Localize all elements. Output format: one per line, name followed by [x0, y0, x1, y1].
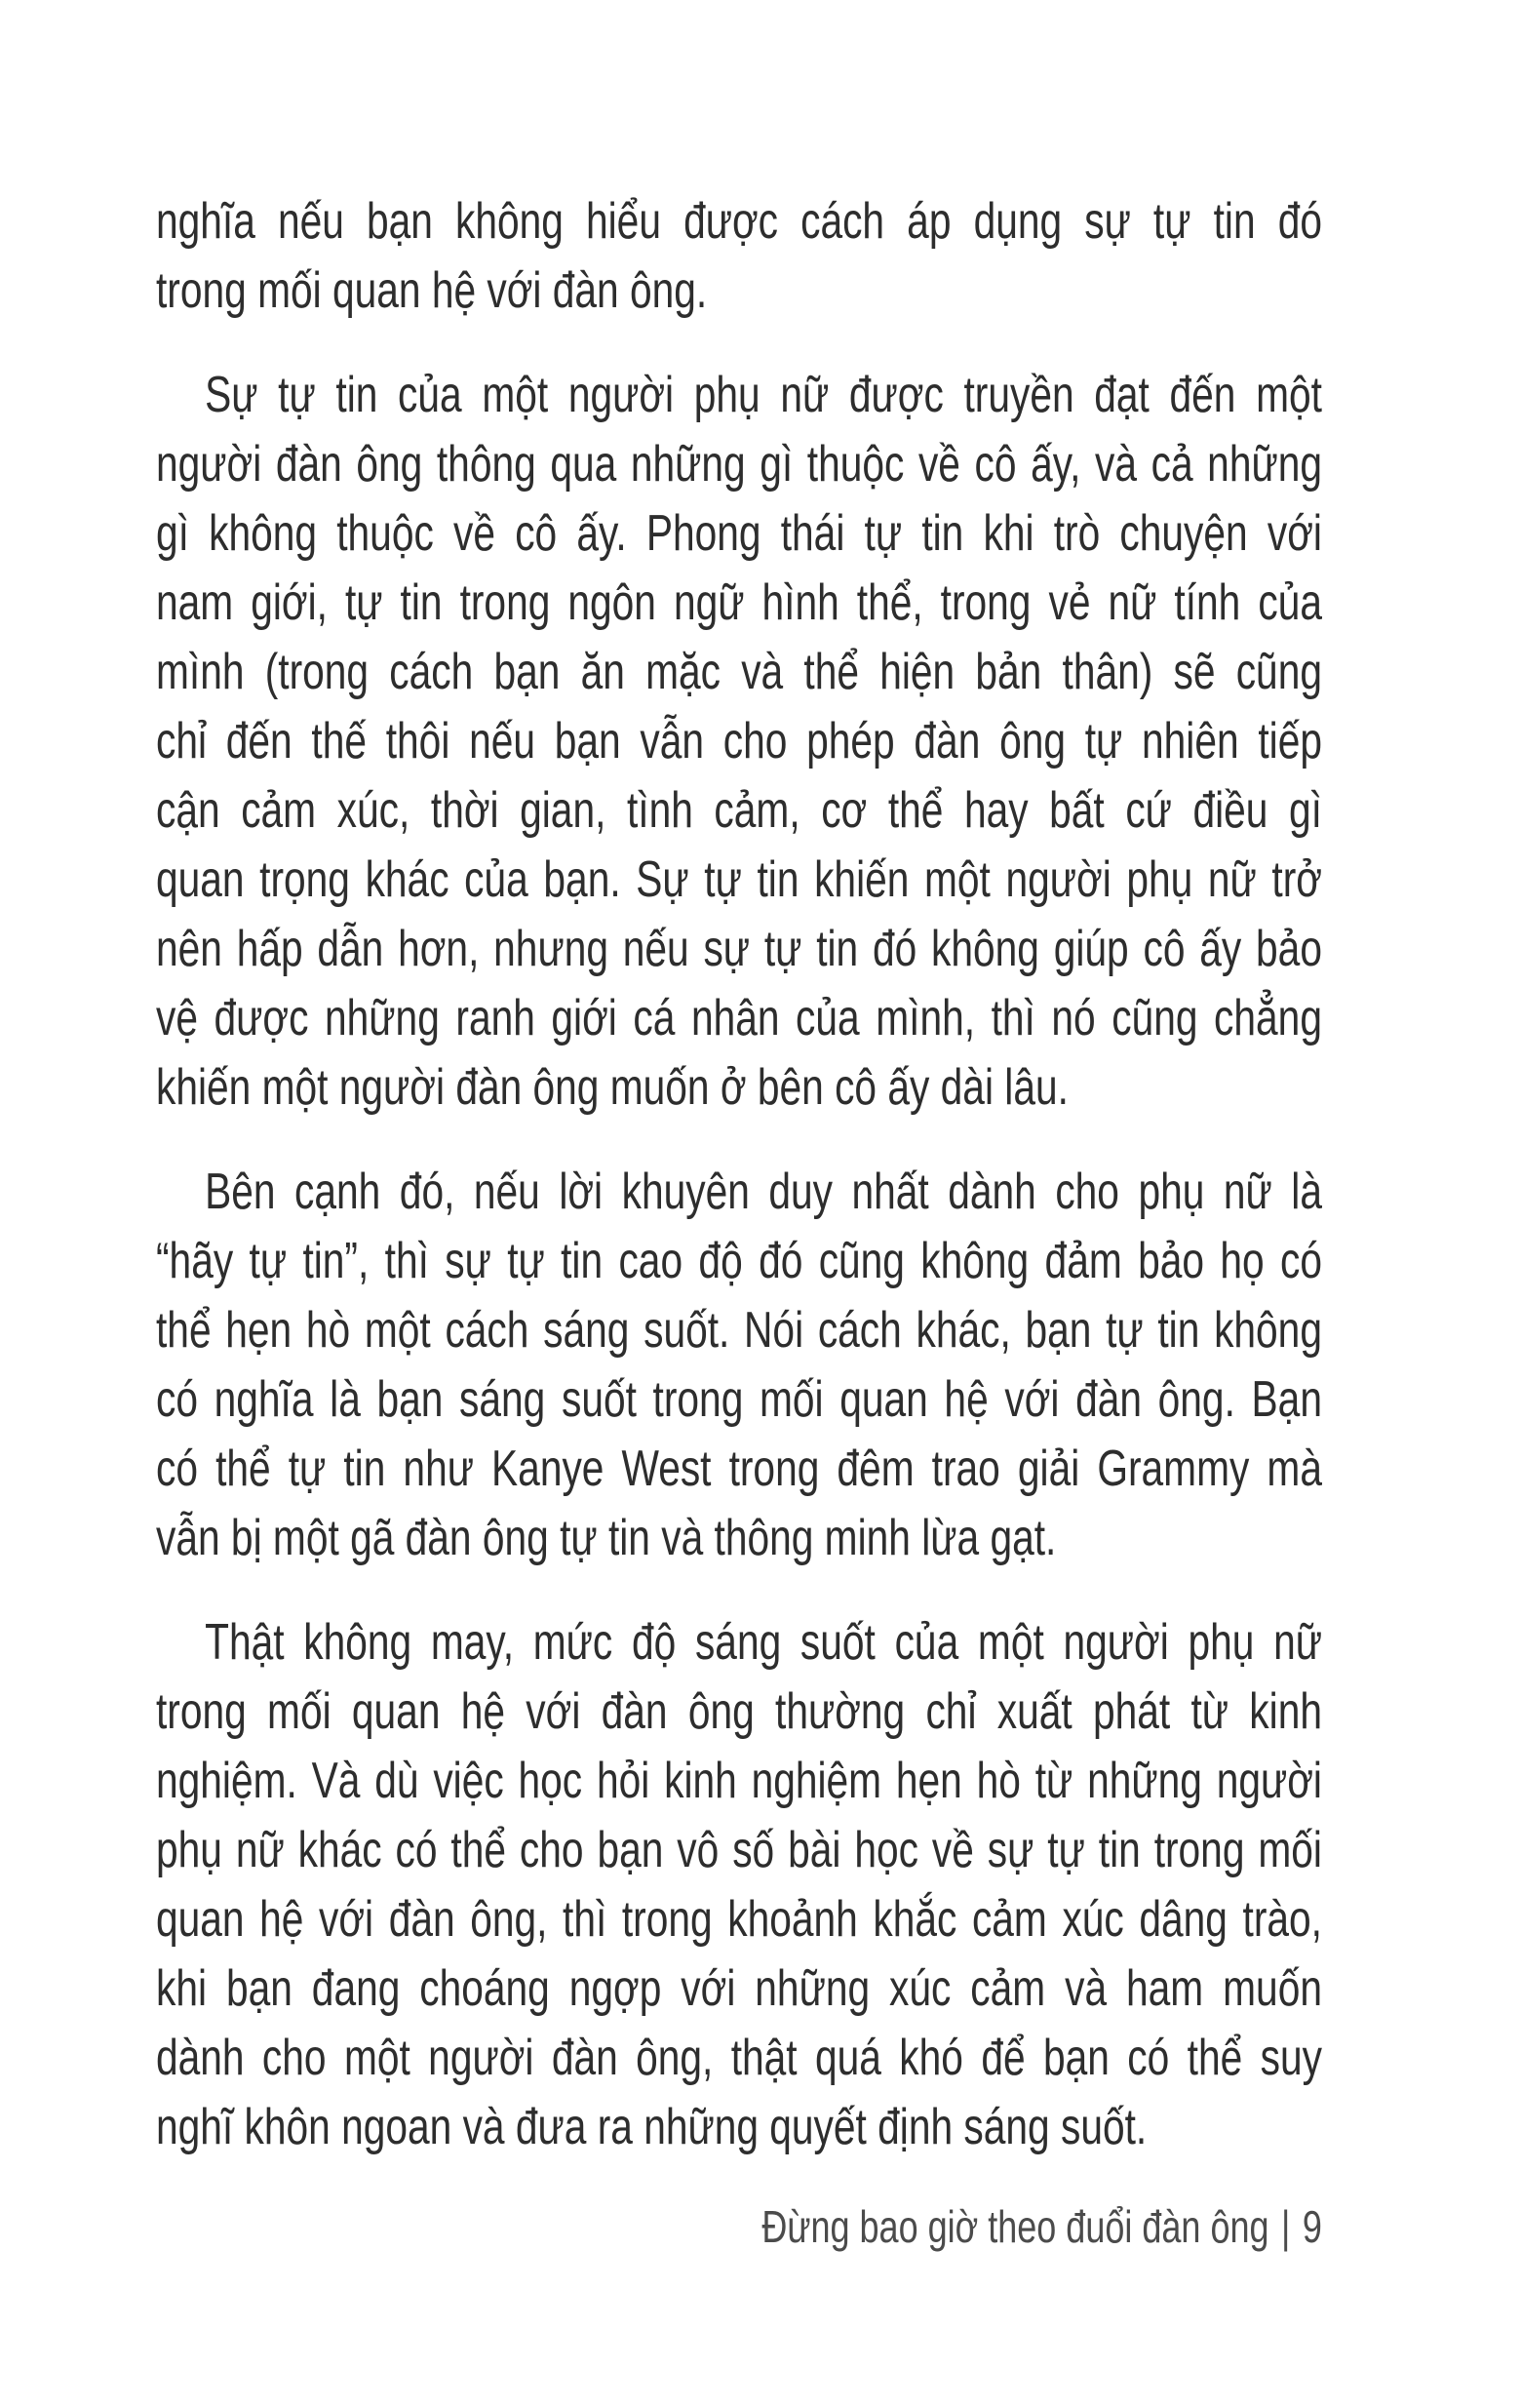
text-line: gì không thuộc về cô ấy. Phong thái tự tin khi trò chuyện với [156, 505, 1322, 562]
text-line: vệ được những ranh giới cá nhân của mình, thì nó cũng chẳng [156, 990, 1322, 1046]
text-line: quan hệ với đàn ông, thì trong khoảnh khắc cảm xúc dâng trào, [156, 1891, 1322, 1948]
footer-separator: | [1281, 2201, 1291, 2252]
text-line: thể hẹn hò một cách sáng suốt. Nói cách khác, bạn tự tin không [156, 1302, 1322, 1359]
text-line: “hãy tự tin”, thì sự tự tin cao độ đó cũng không đảm bảo họ có [156, 1233, 1322, 1289]
text-line: nghĩ khôn ngoan và đưa ra những quyết định sáng suốt. [156, 2099, 1148, 2155]
text-line: có nghĩa là bạn sáng suốt trong mối quan hệ với đàn ông. Bạn [156, 1371, 1322, 1428]
text-line: Thật không may, mức độ sáng suốt của một người phụ nữ [205, 1614, 1322, 1671]
text-line: Bên cạnh đó, nếu lời khuyên duy nhất dành cho phụ nữ là [205, 1164, 1322, 1220]
text-line: trong mối quan hệ với đàn ông. [156, 262, 708, 319]
text-line: trong mối quan hệ với đàn ông thường chỉ xuất phát từ kinh [156, 1683, 1322, 1740]
text-line: khiến một người đàn ông muốn ở bên cô ấy dài lâu. [156, 1059, 1069, 1116]
text-block [156, 187, 1322, 2256]
text-line: nên hấp dẫn hơn, nhưng nếu sự tự tin đó không giúp cô ấy bảo [156, 921, 1322, 977]
text-line: Sự tự tin của một người phụ nữ được truyền đạt đến một [205, 367, 1322, 423]
paragraph [156, 361, 1322, 1123]
running-title: Đừng bao giờ theo đuổi đàn ông [761, 2201, 1269, 2252]
text-line: chỉ đến thế thôi nếu bạn vẫn cho phép đàn ông tự nhiên tiếp [156, 713, 1322, 770]
text-line: mình (trong cách bạn ăn mặc và thể hiện bản thân) sẽ cũng [156, 644, 1322, 700]
text-line: khi bạn đang choáng ngợp với những xúc cảm và ham muốn [156, 1960, 1322, 2017]
text-line: nghĩa nếu bạn không hiểu được cách áp dụng sự tự tin đó [156, 193, 1322, 250]
paragraph [156, 187, 1322, 326]
text-line: cận cảm xúc, thời gian, tình cảm, cơ thể hay bất cứ điều gì [156, 782, 1322, 839]
text-line: dành cho một người đàn ông, thật quá khó để bạn có thể suy [156, 2030, 1322, 2086]
text-column [156, 187, 1322, 2256]
text-line: phụ nữ khác có thể cho bạn vô số bài học về sự tự tin trong mối [156, 1822, 1322, 1878]
text-line: vẫn bị một gã đàn ông tự tin và thông minh lừa gạt. [156, 1510, 1057, 1566]
text-line: nghiệm. Và dù việc học hỏi kinh nghiệm hẹn hò từ những người [156, 1753, 1322, 1809]
page-footer [156, 2197, 1322, 2256]
paragraph [156, 1158, 1322, 1573]
text-line: người đàn ông thông qua những gì thuộc về cô ấy, và cả những [156, 436, 1322, 493]
paragraph [156, 1608, 1322, 2162]
text-line: có thể tự tin như Kanye West trong đêm trao giải Grammy mà [156, 1441, 1322, 1497]
page-number: 9 [1302, 2201, 1322, 2252]
text-line: quan trọng khác của bạn. Sự tự tin khiến một người phụ nữ trở [156, 851, 1322, 908]
text-line: nam giới, tự tin trong ngôn ngữ hình thể, trong vẻ nữ tính của [156, 574, 1322, 631]
